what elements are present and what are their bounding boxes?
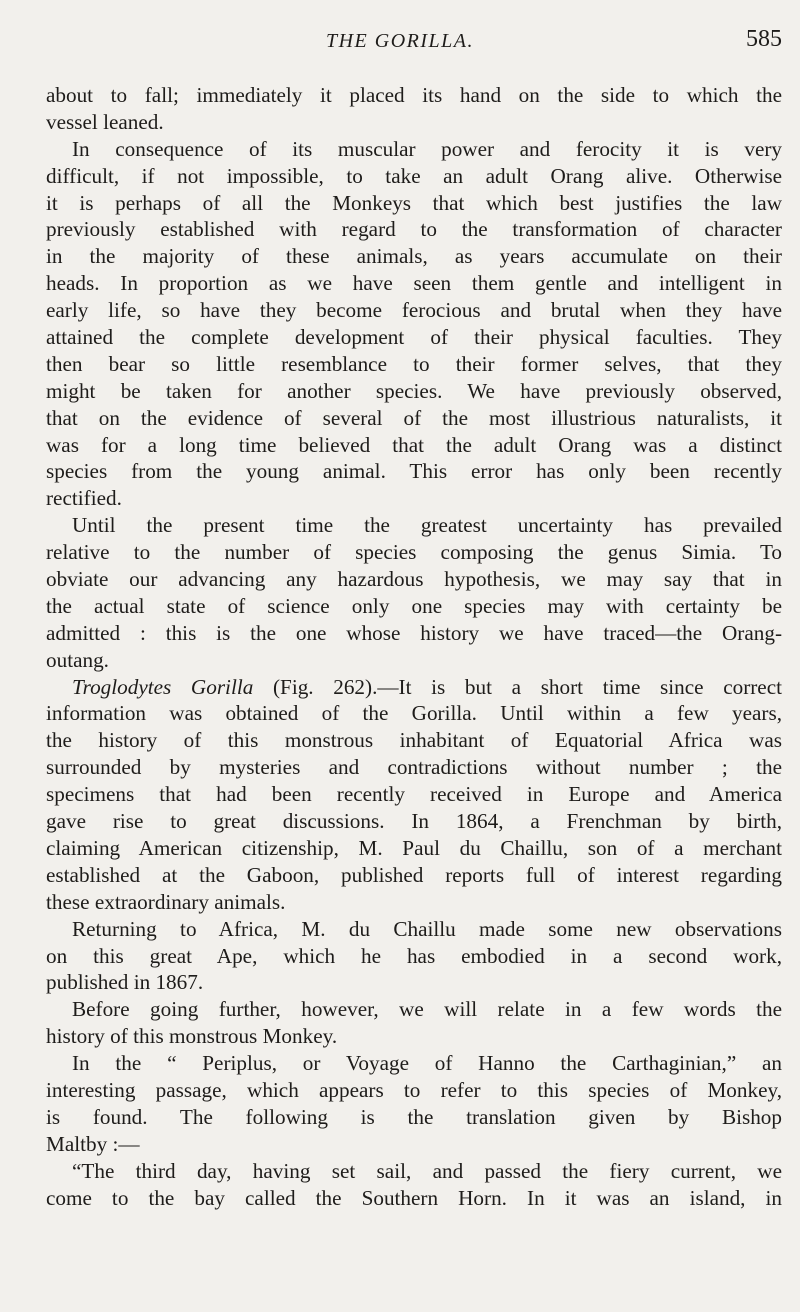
text-line: claiming American citizenship, M. Paul du Chaillu, son of a merchant	[46, 835, 782, 860]
running-title: THE GORILLA.	[325, 30, 474, 52]
paragraph	[46, 136, 782, 512]
text-line: vessel leaned.	[46, 109, 164, 134]
text-line: outang.	[46, 647, 109, 672]
text-line: attained the complete development of their physical faculties. They	[46, 325, 782, 350]
text-line: interesting passage, which appears to refer to this species of Monkey,	[46, 1077, 782, 1102]
text-line: heads. In proportion as we have seen them gentle and intelligent in	[46, 271, 782, 296]
text-line: admitted : this is the one whose history we have traced—the Orang-	[46, 620, 782, 645]
text-line: previously established with regard to the transformation of character	[46, 217, 782, 242]
text-line: that on the evidence of several of the most illustrious naturalists, it	[46, 405, 782, 430]
paragraph	[46, 82, 782, 136]
text-line: species from the young animal. This error has only been recently	[46, 459, 782, 484]
text-line: in the majority of these animals, as years accumulate on their	[46, 244, 782, 269]
text-line: In consequence of its muscular power and ferocity it is very	[72, 136, 782, 161]
text-line: history of this monstrous Monkey.	[46, 1024, 338, 1049]
text-line: gave rise to great discussions. In 1864, a Frenchman by birth,	[46, 809, 782, 834]
page-number: 585	[746, 26, 782, 52]
text-line: then bear so little resemblance to their former selves, that they	[46, 351, 782, 376]
text-line: the history of this monstrous inhabitant of Equatorial Africa was	[46, 728, 782, 753]
text-line: difficult, if not impossible, to take an adult Orang alive. Otherwise	[46, 163, 782, 188]
text-line: come to the bay called the Southern Horn. In it was an island, in	[46, 1185, 782, 1210]
paragraph	[46, 996, 782, 1050]
text-line	[46, 674, 782, 701]
text-line: Returning to Africa, M. du Chaillu made some new observations	[72, 916, 782, 941]
text-run: (Fig. 262).—It is but a short time since correct	[253, 674, 782, 699]
text-line: the actual state of science only one species may with certainty be	[46, 593, 782, 618]
text-line: Before going further, however, we will relate in a few words the	[72, 997, 782, 1022]
species-name: Troglodytes Gorilla	[72, 674, 254, 699]
text-line: early life, so have they become ferocious and brutal when they have	[46, 298, 782, 323]
text-line: information was obtained of the Gorilla. Until within a few years,	[46, 701, 782, 726]
text-line: surrounded by mysteries and contradictions without number ; the	[46, 755, 782, 780]
paragraph	[46, 1050, 782, 1158]
text-line: was for a long time believed that the adult Orang was a distinct	[46, 432, 782, 457]
text-line: rectified.	[46, 486, 122, 511]
body-text	[46, 82, 782, 1211]
text-line: about to fall; immediately it placed its hand on the side to which the	[46, 83, 782, 107]
paragraph	[46, 1158, 782, 1212]
text-line: is found. The following is the translation given by Bishop	[46, 1104, 782, 1129]
text-line: specimens that had been recently received in Europe and America	[46, 782, 782, 807]
text-line: Until the present time the greatest uncertainty has prevailed	[72, 513, 782, 538]
text-line: Maltby :—	[46, 1131, 140, 1156]
text-line: In the “ Periplus, or Voyage of Hanno the Carthaginian,” an	[72, 1051, 782, 1076]
paragraph	[46, 674, 782, 916]
text-line: relative to the number of species composing the genus Simia. To	[46, 540, 782, 565]
text-line: might be taken for another species. We have previously observed,	[46, 378, 782, 403]
text-line: obviate our advancing any hazardous hypothesis, we may say that in	[46, 567, 782, 592]
text-line: on this great Ape, which he has embodied in a second work,	[46, 943, 782, 968]
paragraph	[46, 512, 782, 673]
text-line: established at the Gaboon, published reports full of interest regarding	[46, 862, 782, 887]
paragraph	[46, 916, 782, 997]
text-line: these extraordinary animals.	[46, 889, 286, 914]
text-line: published in 1867.	[46, 970, 204, 995]
text-line: “The third day, having set sail, and passed the fiery current, we	[72, 1158, 782, 1183]
text-line: it is perhaps of all the Monkeys that which best justifies the law	[46, 190, 782, 215]
page-header	[0, 26, 800, 64]
